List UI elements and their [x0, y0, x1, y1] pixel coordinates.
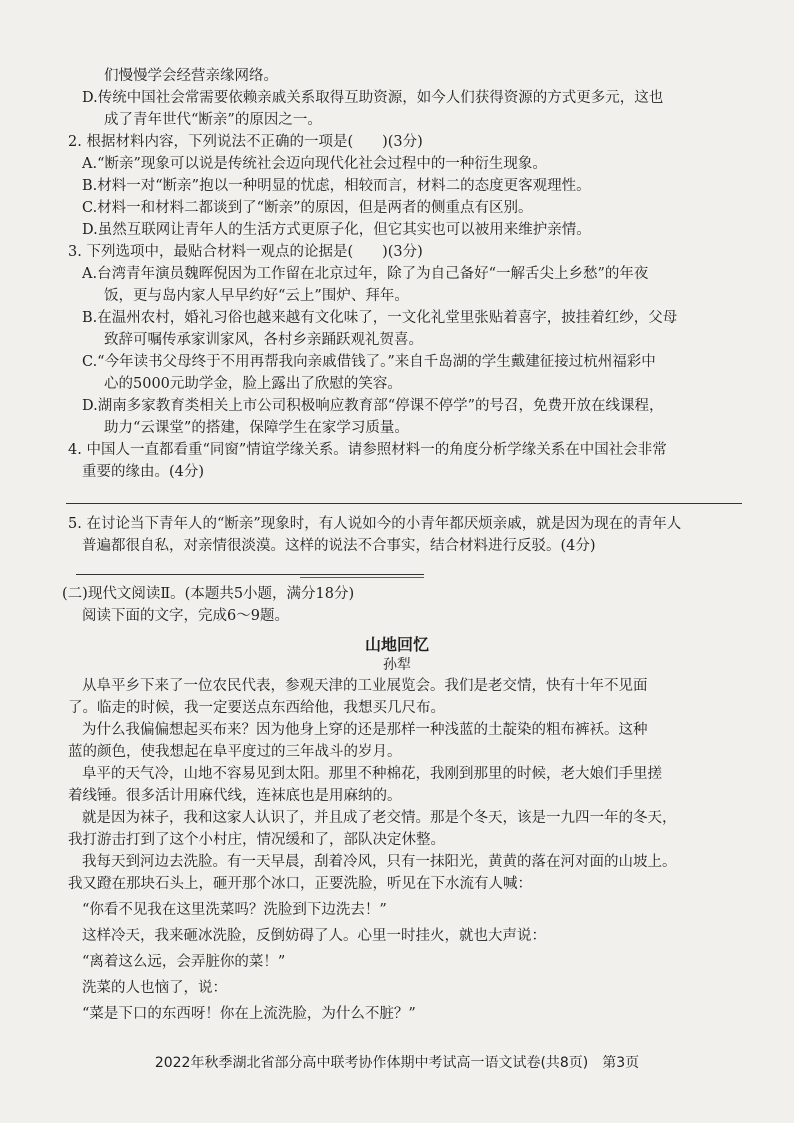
question-2: 2. 根据材料内容，下列说法不正确的一项是( )(3分) — [68, 134, 423, 150]
dialogue-line: “离着这么远，会弄脏你的菜！” — [82, 954, 286, 970]
question-3: 3. 下列选项中，最贴合材料一观点的论据是( )(3分) — [68, 244, 423, 260]
option-d: D.虽然互联网让青年人的生活方式更原子化，但它其实也可以被用来维护亲情。 — [82, 222, 591, 238]
text-line: 成了青年世代“断亲”的原因之一。 — [104, 112, 322, 128]
text-line: 们慢慢学会经营亲缘网络。 — [104, 68, 278, 84]
option-b: B.材料一对“断亲”抱以一种明显的忧虑，相较而言，材料二的态度更客观理性。 — [82, 178, 591, 194]
paragraph-line: 阜平的天气冷，山地不容易见到太阳。那里不种棉花，我刚到那里的时候，老大娘们手里搓 — [82, 766, 662, 782]
article-title: 山地回忆 — [364, 635, 429, 654]
answer-line — [76, 574, 424, 575]
question-4: 4. 中国人一直都看重“同窗”情谊学缘关系。请参照材料一的角度分析学缘关系在中国社会非常 — [68, 442, 667, 458]
option-a: A.台湾青年演员魏晖倪因为工作留在北京过年，除了为自己备好“一解舌尖上乡愁”的年夜 — [82, 266, 649, 282]
option-c: C.材料一和材料二都谈到了“断亲”的原因，但是两者的侧重点有区别。 — [82, 200, 533, 216]
paragraph-line: 了。临走的时候，我一定要送点东西给他，我想买几尺布。 — [68, 700, 445, 716]
text-line: 阅读下面的文字，完成6～9题。 — [82, 608, 289, 624]
paragraph-line: 我又蹬在那块石头上，砸开那个冰口，正要洗脸，听见在下水流有人喊： — [68, 876, 532, 892]
text-line: 致辞可嘱传承家训家风，各村乡亲踊跃观礼贺喜。 — [104, 332, 423, 348]
paragraph-line: 着线锤。很多活计用麻代线，连袜底也是用麻纳的。 — [68, 788, 402, 804]
answer-line — [66, 503, 742, 504]
dialogue-line: “你看不见我在这里洗菜吗？洗脸到下边洗去！” — [82, 902, 387, 918]
option-c: C.“今年读书父母终于不用再帮我向亲戚借钱了。”来自千岛湖的学生戴建征接过杭州福彩中 — [82, 354, 656, 370]
paragraph-line: 我每天到河边去洗脸。有一天早晨，刮着冷风，只有一抹阳光，黄黄的落在河对面的山坡上。 — [82, 854, 677, 870]
text-line: 重要的缘由。(4分) — [82, 464, 205, 480]
text-line: 饭，更与岛内家人早早约好“云上”围炉、拜年。 — [104, 288, 409, 304]
text-line: 普遍都很自私，对亲情很淡漠。这样的说法不合事实，结合材料进行反驳。(4分) — [82, 538, 596, 554]
article-author: 孙犁 — [383, 657, 411, 673]
paragraph-line: 我打游击打到了这个小村庄，情况缓和了，部队决定休整。 — [68, 832, 445, 848]
option-d: D.湖南多家教育类相关上市公司积极响应教育部“停课不停学”的号召，免费开放在线课程， — [82, 398, 664, 414]
question-5: 5. 在讨论当下青年人的“断亲”现象时，有人说如今的小青年都厌烦亲戚，就是因为现在的青年人 — [68, 516, 682, 532]
option-a: A.“断亲”现象可以说是传统社会迈向现代化社会过程中的一种衍生现象。 — [82, 156, 547, 172]
paragraph-line: 蓝的颜色，使我想起在阜平度过的三年战斗的岁月。 — [68, 744, 402, 760]
text-line: D.传统中国社会常需要依赖亲戚关系取得互助资源，如今人们获得资源的方式更多元，这也 — [82, 90, 664, 106]
text-line: 心的5000元助学金，脸上露出了欣慰的笑容。 — [104, 376, 402, 392]
paragraph-line: 就是因为袜子，我和这家人认识了，并且成了老交情。那是个冬天，该是一九四一年的冬天， — [82, 810, 677, 826]
page-footer: 2022年秋季湖北省部分高中联考协作体期中考试高一语文试卷(共8页) 第3页 — [154, 1055, 640, 1071]
dialogue-line: “菜是下口的东西呀！你在上流洗脸，为什么不脏？” — [82, 1006, 416, 1022]
section-heading: (二)现代文阅读Ⅱ。(本题共5小题，满分18分) — [62, 586, 355, 602]
answer-line-mark — [300, 577, 424, 578]
text-line: 助力“云课堂”的搭建，保障学生在家学习质量。 — [104, 420, 409, 436]
paragraph-line: 为什么我偏偏想起买布来？因为他身上穿的还是那样一种浅蓝的土靛染的粗布裤袄。这种 — [82, 722, 648, 738]
paragraph-line: 从阜平乡下来了一位农民代表，参观天津的工业展览会。我们是老交情，快有十年不见面 — [82, 678, 648, 694]
paragraph-line: 这样冷天，我来砸冰洗脸，反倒妨碍了人。心里一时挂火，就也大声说： — [82, 928, 546, 944]
paragraph-line: 洗菜的人也恼了，说： — [82, 980, 227, 996]
option-b: B.在温州农村，婚礼习俗也越来越有文化味了，一文化礼堂里张贴着喜字，披挂着红纱，父母 — [82, 310, 678, 326]
